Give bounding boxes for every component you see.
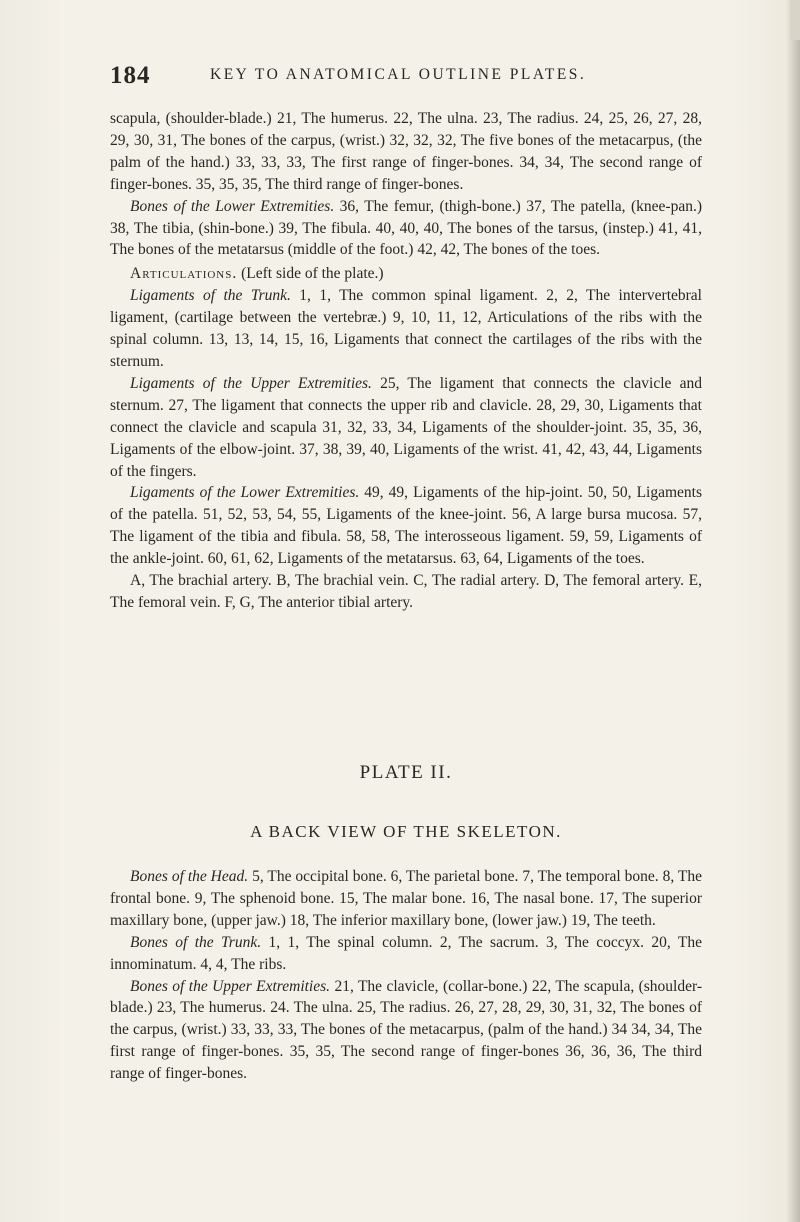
paragraph-vessels	[110, 570, 702, 614]
paragraph-articulations	[110, 263, 702, 285]
paragraph-text: 25, The ligament that connects the clavicle and sternum. 27, The ligament that connects the upper rib and clavicle. 28, 29, 30, Ligaments that connect the clavicle and scapula 31, 32, 33, 34, Ligaments of the shoulder-joint. 35, 35, 36, Ligaments of the elbow-joint. 37, 38, 39, 40, Ligaments of the wrist. 41, 42, 43, 44, Ligaments of the fingers.	[110, 374, 702, 480]
plate-subtitle: A BACK VIEW OF THE SKELETON.	[250, 822, 562, 841]
paragraph-ligaments-upper	[110, 373, 702, 483]
section-label: Bones of the Trunk.	[130, 933, 262, 951]
paragraph-bones-upper	[110, 976, 702, 1086]
page-corner	[790, 0, 800, 40]
paragraph-text: 49, 49, Ligaments of the hip-joint. 50, 50, Ligaments of the patella. 51, 52, 53, 54, 55, Ligaments of the knee-joint. 56, A large bursa mucosa. 57, The ligament of the tibia and fibula. 58, 58, The interosseous ligament. 59, 59, Ligaments of the ankle-joint. 60, 61, 62, Ligaments of the metatarsus. 63, 64, Ligaments of the toes.	[110, 484, 703, 568]
paragraph-lower-extremities	[110, 196, 702, 262]
section-label: Bones of the Lower Extremities.	[130, 197, 335, 215]
paragraph-text: (Left side of the plate.)	[237, 265, 384, 283]
paragraph-text: 36, The femur, (thigh-bone.) 37, The patella, (knee-pan.) 38, The tibia, (shin-bone.) 39, The fibula. 40, 40, 40, The bones of the tarsus, (instep.) 41, 41, The bones of the metatarsus (middle of the foot.) 42, 42, The bones of the toes.	[110, 197, 703, 259]
paragraph-upper-bones-continued	[110, 108, 702, 196]
paragraph-ligaments-trunk	[110, 285, 702, 373]
paragraph-text: 21, The clavicle, (collar-bone.) 22, The scapula, (shoulder-blade.) 23, The humerus. 24. The ulna. 25, The radius. 26, 27, 28, 29, 30, 31, 32, The bones of the carpus, (wrist.) 33, 33, 33, The bones of the metacarpus, (palm of the hand.) 34 34, 34, The first range of finger-bones. 35, 35, The second range of finger-bones 36, 36, 36, The third range of finger-bones.	[110, 977, 702, 1083]
section-label: Ligaments of the Trunk.	[130, 287, 291, 305]
section-label: Bones of the Upper Extremities.	[130, 977, 331, 995]
paragraph-bones-head	[110, 866, 702, 932]
section-label: Ligaments of the Lower Extremities.	[130, 484, 360, 502]
text-block-plate-2-key	[110, 866, 702, 1085]
plate-title: PLATE II.	[359, 762, 453, 783]
page-edge-shadow	[786, 0, 800, 1222]
paragraph-ligaments-lower	[110, 482, 702, 570]
running-title: KEY TO ANATOMICAL OUTLINE PLATES.	[210, 66, 587, 83]
paragraph-text: scapula, (shoulder-blade.) 21, The humerus. 22, The ulna. 23, The radius. 24, 25, 26, 27, 28, 29, 30, 31, The bones of the carpus, (wrist.) 32, 32, 32, The five bones of the metacarpus, (the palm of the hand.) 33, 33, 33, The first range of finger-bones. 34, 34, The second range of finger-bones. 35, 35, 35, The third range of finger-bones.	[110, 110, 702, 193]
running-head	[110, 62, 700, 92]
paragraph-text: 5, The occipital bone. 6, The parietal bone. 7, The temporal bone. 8, The frontal bone. 9, The sphenoid bone. 15, The malar bone. 16, The nasal bone. 17, The superior maxillary bone, (upper jaw.) 18, The inferior maxillary bone, (lower jaw.) 19, The teeth.	[110, 868, 702, 929]
text-block-plate-1-key	[110, 108, 702, 614]
section-label: Ligaments of the Upper Extremities.	[130, 374, 372, 392]
paragraph-bones-trunk	[110, 932, 702, 976]
section-label: Bones of the Head.	[130, 868, 249, 885]
paragraph-text: 1, 1, The spinal column. 2, The sacrum. 3, The coccyx. 20, The innominatum. 4, 4, The ribs.	[110, 933, 702, 973]
page-number: 184	[110, 62, 151, 89]
paragraph-text: 1, 1, The common spinal ligament. 2, 2, The intervertebral ligament, (cartilage between the vertebræ.) 9, 10, 11, 12, Articulations of the ribs with the spinal column. 13, 13, 14, 15, 16, Ligaments that connect the cartilages of the ribs with the sternum.	[110, 287, 702, 370]
paragraph-text: A, The brachial artery. B, The brachial vein. C, The radial artery. D, The femoral artery. E, The femoral vein. F, G, The anterior tibial artery.	[110, 572, 702, 611]
section-heading: Articulations.	[130, 265, 238, 283]
